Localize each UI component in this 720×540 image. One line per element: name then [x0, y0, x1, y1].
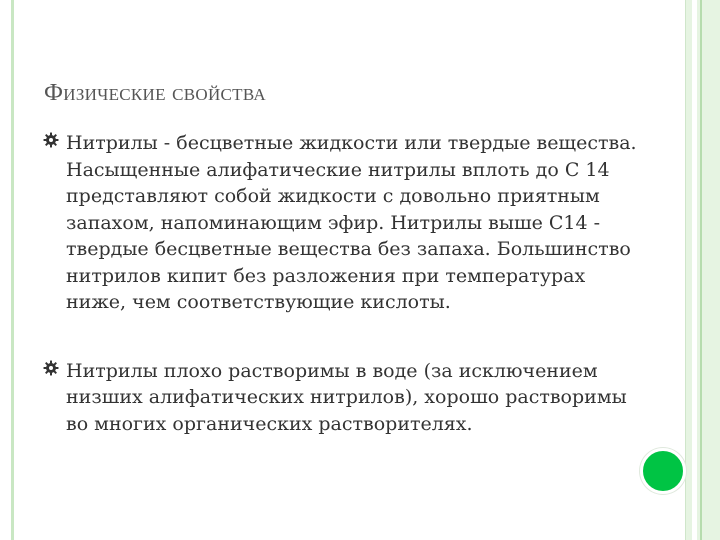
bullet-item: [43, 358, 643, 438]
bullet-list: [43, 130, 643, 479]
slide-title: Физические свойства: [44, 80, 267, 106]
gear-icon: [43, 132, 59, 148]
gear-icon: [43, 360, 59, 376]
left-frame-line: [11, 0, 14, 540]
right-frame-band: [685, 0, 720, 540]
green-circle-decoration: [640, 448, 686, 494]
bullet-text: Нитрилы плохо растворимы в воде (за исключением низших алифатических нитрилов), хорошо растворимы во многих органических растворителях.: [66, 359, 627, 435]
right-frame-gap: [692, 0, 697, 540]
bullet-text: Нитрилы - бесцветные жидкости или твердые вещества. Насыщенные алифатические нитрилы вплоть до С 14 представляют собой жидкости с довольно приятным запахом, напоминающим эфир. Нитрилы выше С14 - твердые бесцветные вещества без запаха. Большинство нитрилов кипит без разложения при температурах ниже, чем соответствующие кислоты.: [66, 132, 637, 313]
right-frame-line: [700, 0, 702, 540]
bullet-item: [43, 130, 643, 316]
